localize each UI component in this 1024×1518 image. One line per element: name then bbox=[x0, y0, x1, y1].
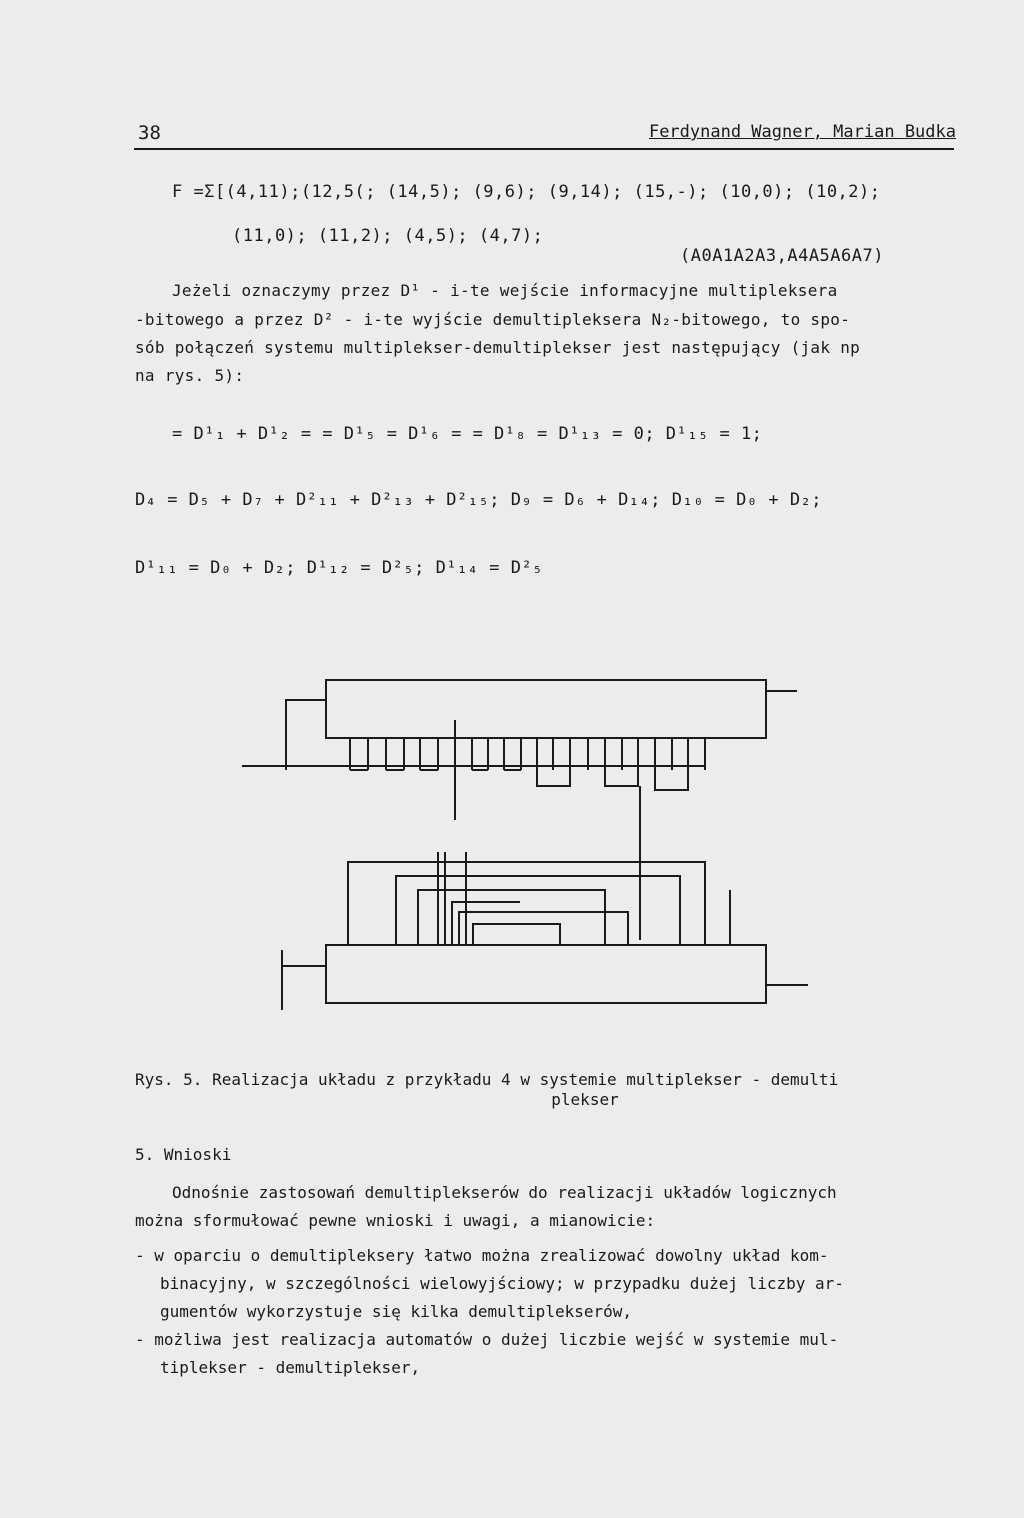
pin-loop-c bbox=[655, 770, 688, 790]
equation-row-3: D¹₁₁ = D₀ + D₂; D¹₁₂ = D²₅; D¹₁₄ = D²₅ bbox=[135, 558, 543, 578]
bullet-2-line-2: tiplekser - demultiplekser, bbox=[160, 1358, 421, 1377]
route-7 bbox=[459, 912, 628, 945]
running-header-authors: Ferdynand Wagner, Marian Budka bbox=[648, 122, 956, 142]
caption-line-1: Rys. 5. Realizacja układu z przykładu 4 w systemie multiplekser - demulti bbox=[135, 1070, 839, 1089]
caption-line-2: plekser bbox=[551, 1090, 619, 1109]
intro-line-3: sób połączeń systemu multiplekser-demultiplekser jest następujący (jak np bbox=[135, 338, 861, 357]
page-number: 38 bbox=[138, 122, 161, 144]
demultiplexer-block bbox=[326, 945, 766, 1003]
multiplexer-block bbox=[326, 680, 766, 738]
bullet-1-line-2: binacyjny, w szczególności wielowyjściowy; w przypadku dużej liczby ar- bbox=[160, 1274, 844, 1293]
route-outer bbox=[348, 862, 705, 945]
formula-variables: (A0A1A2A3,A4A5A6A7) bbox=[680, 246, 884, 266]
intro-line-1: Jeżeli oznaczymy przez D¹ - i-te wejście informacyjne multipleksera bbox=[172, 281, 838, 300]
pin-loop-b bbox=[605, 770, 638, 786]
bullet-1-line-1: - w oparciu o demultipleksery łatwo można zrealizować dowolny układ kom- bbox=[135, 1246, 829, 1265]
conclusion-p1-line-1: Odnośnie zastosowań demultiplekserów do realizacji układów logicznych bbox=[172, 1183, 837, 1202]
bullet-1-line-3: gumentów wykorzystuje się kilka demultiplekserów, bbox=[160, 1302, 633, 1321]
formula-line-2: (11,0); (11,2); (4,5); (4,7); bbox=[232, 226, 544, 246]
pin-loop-a bbox=[537, 770, 570, 786]
equation-row-1: = D¹₁ + D¹₂ = = D¹₅ = D¹₆ = = D¹₈ = D¹₁₃ = 0; D¹₁₅ = 1; bbox=[172, 424, 763, 444]
demux-left-line bbox=[282, 966, 326, 1010]
formula-line-1: F =Σ[(4,11);(12,5(; (14,5); (9,6); (9,14); (15,-); (10,0); (10,2); bbox=[172, 182, 881, 202]
route-3 bbox=[418, 890, 605, 945]
figure-caption bbox=[135, 1070, 955, 1110]
route-9 bbox=[473, 924, 560, 945]
intro-line-2: -bitowego a przez D² - i-te wyjście demultipleksera N₂-bitowego, to spo- bbox=[135, 310, 851, 329]
mux-left-input-line bbox=[286, 700, 326, 770]
bullet-2-line-1: - możliwa jest realizacja automatów o dużej liczbie wejść w systemie mul- bbox=[135, 1330, 839, 1349]
intro-line-4: na rys. 5): bbox=[135, 366, 245, 385]
conclusion-p1-line-2: można sformułować pewne wnioski i uwagi, a mianowicie: bbox=[135, 1211, 656, 1230]
equation-row-2: D₄ = D₅ + D₇ + D²₁₁ + D²₁₃ + D²₁₅; D₉ = D₆ + D₁₄; D₁₀ = D₀ + D₂; bbox=[135, 490, 823, 510]
section-heading: 5. Wnioski bbox=[135, 1145, 232, 1164]
